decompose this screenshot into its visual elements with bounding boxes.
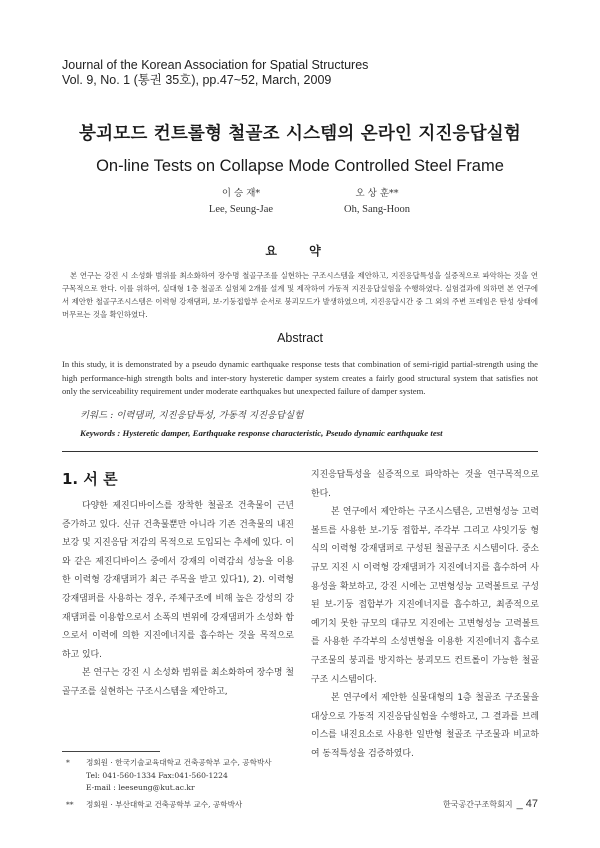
author-name-korean: 오 상 훈** bbox=[355, 188, 399, 199]
footnotes bbox=[66, 757, 296, 811]
author-name-english: Lee, Seung-Jae bbox=[208, 204, 274, 215]
body-paragraph: 다양한 제진디바이스를 장착한 철골조 건축물이 근년 증가하고 있다. 신규 건축물뿐만 아니라 기존 건축물의 내진보강 및 지진응답 저감의 목적으로 도입되는 추세에 있다. 이와 같은 제진디바이스 중에서 강재의 이력감쇠 성능을 이용한 이력형 강재댐퍼가 최근 주목을 받고 있다1), 2). 이력형 강재댐퍼를 사용하는 경우, 주체구조에 비해 높은 강성의 강재댐퍼를 이용함으로서 소폭의 변위에 강재댐퍼가 소성화 함으로서 이력에 의한 지진에너지를 흡수하는 것을 목적으로 하고 있다. bbox=[62, 501, 294, 660]
body-paragraph: 본 연구에서 제안한 실물대형의 1층 철골조 구조물을 대상으로 가동적 지진응답실험을 수행하고, 그 결과를 브레이스를 내진요소로 사용한 일반형 철골조 구조물과 비교하여 동적특성을 검증하였다. bbox=[311, 693, 539, 759]
footnote-divider bbox=[62, 751, 160, 752]
journal-name: Journal of the Korean Association for Spatial Structures bbox=[62, 58, 369, 72]
abstract-heading: Abstract bbox=[277, 331, 323, 345]
body-paragraph: 지진응답특성을 실증적으로 파악하는 것을 연구목적으로 한다. bbox=[311, 470, 539, 499]
page-footer bbox=[443, 798, 538, 810]
body-paragraph: 본 연구는 강진 시 소성화 범위를 최소화하여 장수명 철골구조를 실현하는 구조시스템을 제안하고, bbox=[62, 668, 294, 697]
journal-volume: Vol. 9, No. 1 (통권 35호), pp.47~52, March, 2009 bbox=[62, 73, 332, 87]
footnote-phone: Tel: 041-560-1334 Fax:041-560-1224 bbox=[86, 770, 228, 780]
author-name-english: Oh, Sang-Hoon bbox=[344, 204, 410, 215]
keywords-english: Keywords : Hysteretic damper, Earthquake response characteristic, Pseudo dynamic earthquake test bbox=[80, 428, 443, 438]
paper-title-korean: 붕괴모드 컨트롤형 철골조 시스템의 온라인 지진응답실험 bbox=[79, 124, 521, 144]
paper-title-english: On-line Tests on Collapse Mode Controlled Steel Frame bbox=[96, 157, 504, 175]
author-2 bbox=[297, 186, 457, 218]
abstract-english: In this study, it is demonstrated by a pseudo dynamic earthquake response tests that combination of semi-rigid partial-strength using the high performance-high strength bolts and inter-story hysteretic damper system creates a fairly good structural system that satisfies not only the serviceability requirement under moderate earthquakes but unexpected failure of damper system. bbox=[62, 359, 538, 396]
keywords-korean: 키워드 : 이력댐퍼, 지진응답특성, 가동적 지진응답실험 bbox=[80, 410, 304, 421]
footer-journal-name: 한국공간구조학회지 bbox=[443, 800, 513, 809]
footnote bbox=[66, 799, 296, 812]
footnote-email: E-mail : leeseung@kut.ac.kr bbox=[86, 783, 195, 792]
section-heading: 1. 서 론 bbox=[62, 470, 118, 488]
summary-heading: 요 약 bbox=[265, 244, 335, 258]
journal-info bbox=[62, 58, 368, 88]
section-divider bbox=[62, 451, 538, 452]
summary-korean: 본 연구는 강진 시 소성화 범위를 최소화하여 장수명 철골구조를 실현하는 구조시스템을 제안하고, 지진응답특성을 실증적으로 파악하는 것을 연구목적으로 한다. 이를 위하여, 실대형 1층 철골조 실험체 2개를 설계 및 제작하여 가동적 지진응답실험을 수행하였다. 실험결과에 의하면 본 연구에서 제안한 철골구조시스템은 이력형 강재댐퍼, 보-기둥접합부 순서로 붕괴모드가 발생하였으며, 지진응답시간 중 그 외의 주변 프레임은 탄성 상태에 머무르는 것을 확인하였다. bbox=[62, 271, 538, 319]
page-number: _ 47 bbox=[516, 798, 538, 810]
footnote-mark: * bbox=[66, 758, 70, 767]
body-paragraph: 본 연구에서 제안하는 구조시스템은, 고변형성능 고력볼트를 사용한 보-기둥 접합부, 주각부 그리고 샤잇기둥 형식의 이력형 강재댐퍼로 구성된 철골구조 시스템이다. 중소규모 지진 시 이력형 강재댐퍼가 지진에너지를 흡수하여 사용성을 확보하고, 강진 시에는 고변형성능 고력볼트로 구성된 보-기둥 접합부가 지진에너지를 흡수하고, 최종적으로 예기치 못한 규모의 대규모 지진에는 고변형성능 고력볼트를 사용한 주각부의 소성변형을 이용한 지진에너지 흡수로 구조물의 붕괴를 방지하는 붕괴모드 컨트롤이 가능한 철골구조 시스템이다. bbox=[311, 507, 539, 685]
footnote-text: 정회원 · 부산대학교 건축공학부 교수, 공학박사 bbox=[86, 799, 243, 809]
footnote-text: 정회원 · 한국기술교육대학교 건축공학부 교수, 공학박사 bbox=[86, 758, 272, 767]
author-name-korean: 이 승 재* bbox=[221, 188, 261, 199]
footnote bbox=[66, 757, 296, 770]
body-column-left bbox=[62, 497, 294, 702]
body-column-right bbox=[311, 466, 539, 764]
footnote-mark: ** bbox=[66, 799, 74, 809]
